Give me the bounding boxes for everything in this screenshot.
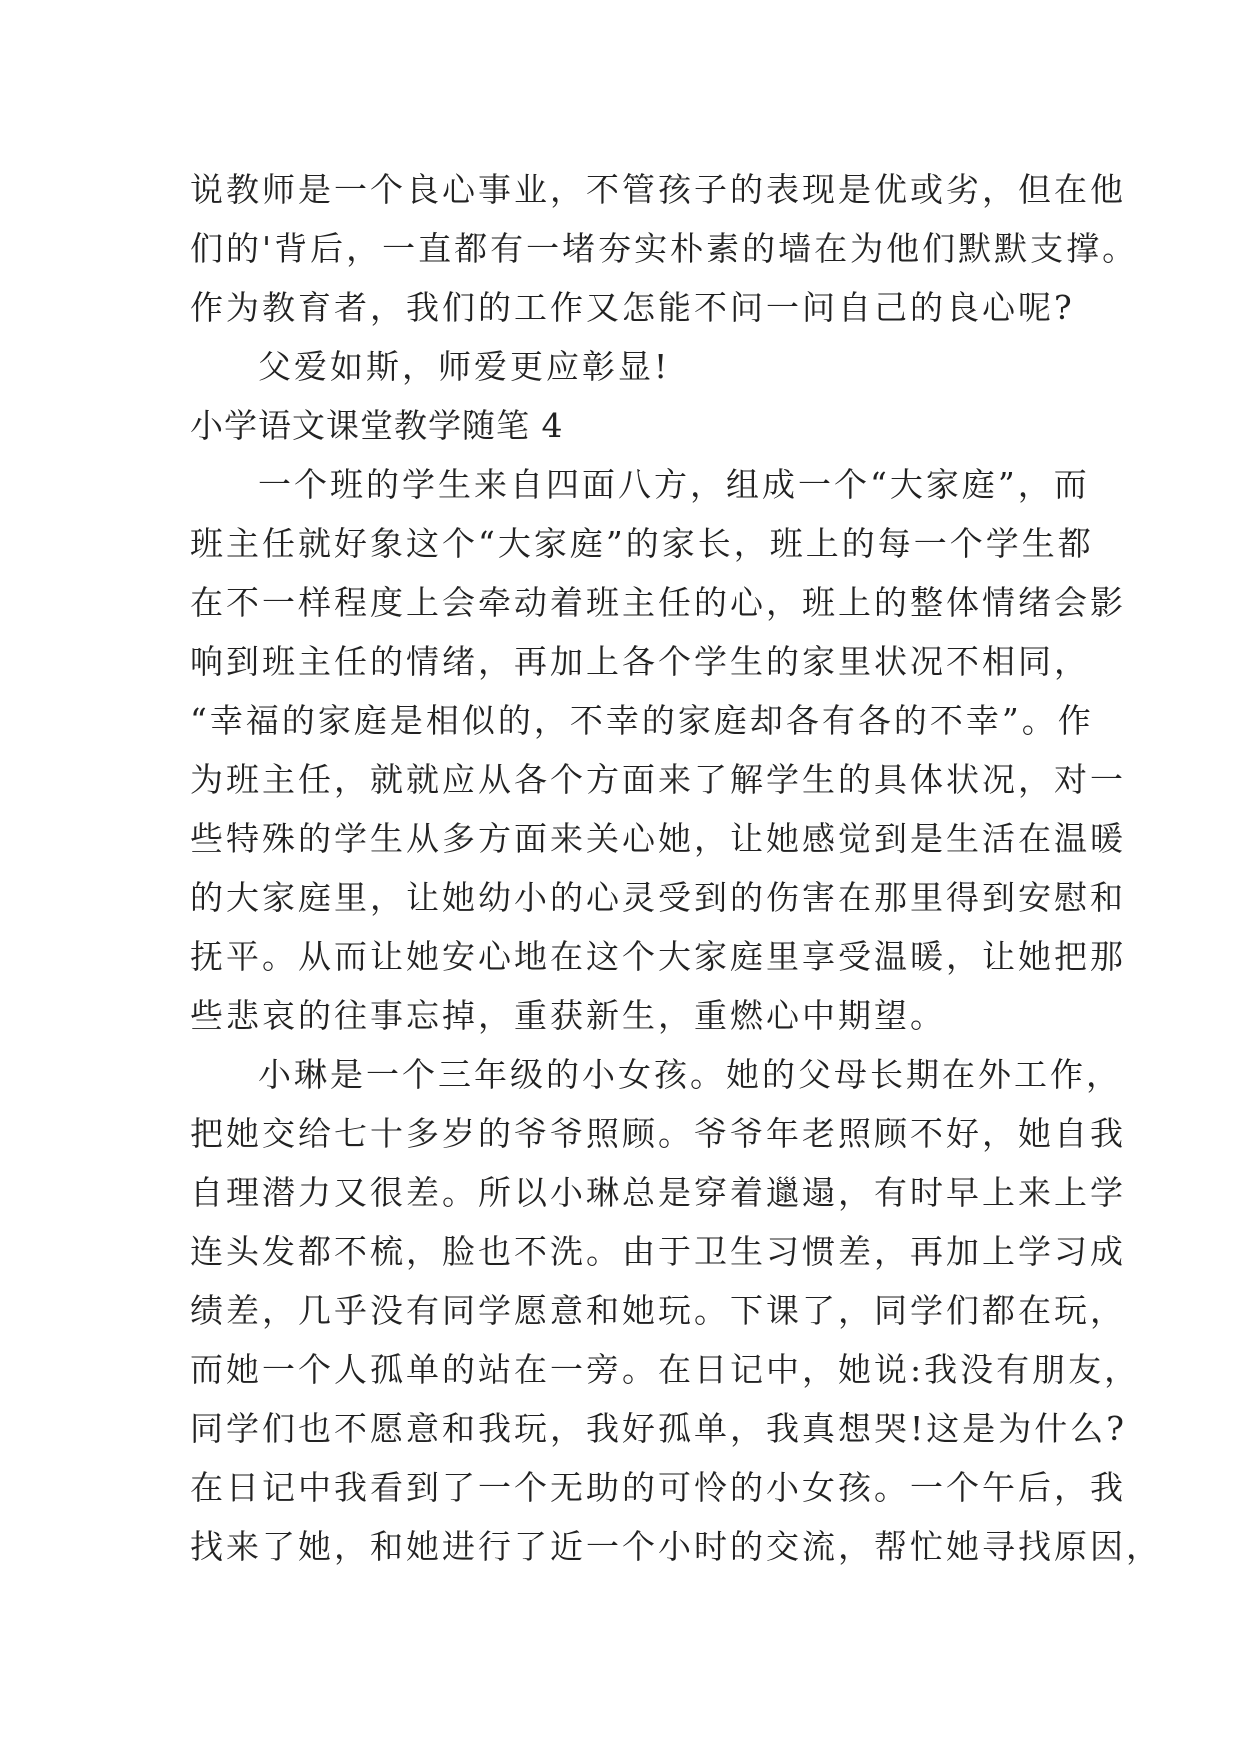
text-line: 些悲哀的往事忘掉，重获新生，重燃心中期望。 bbox=[190, 996, 946, 1035]
section-heading: 小学语文课堂教学随笔 4 bbox=[190, 406, 564, 445]
text-line: 作为教育者，我们的工作又怎能不问一问自己的良心呢? bbox=[190, 288, 1075, 327]
text-line: 在日记中我看到了一个无助的可怜的小女孩。一个午后，我 bbox=[190, 1468, 1126, 1507]
text-line: 把她交给七十多岁的爷爷照顾。爷爷年老照顾不好，她自我 bbox=[190, 1114, 1126, 1153]
paragraph-start-line: 小琳是一个三年级的小女孩。她的父母长期在外工作， bbox=[258, 1055, 1122, 1094]
text-line: 些特殊的学生从多方面来关心她，让她感觉到是生活在温暖 bbox=[190, 819, 1126, 858]
text-line: 同学们也不愿意和我玩，我好孤单，我真想哭!这是为什么? bbox=[190, 1409, 1127, 1448]
text-line: 为班主任，就就应从各个方面来了解学生的具体状况，对一 bbox=[190, 760, 1126, 799]
text-line: “幸福的家庭是相似的，不幸的家庭却各有各的不幸”。作 bbox=[190, 701, 1094, 740]
text-line: 的大家庭里，让她幼小的心灵受到的伤害在那里得到安慰和 bbox=[190, 878, 1126, 917]
text-line: 连头发都不梳，脸也不洗。由于卫生习惯差，再加上学习成 bbox=[190, 1232, 1126, 1271]
text-line: 绩差，几乎没有同学愿意和她玩。下课了，同学们都在玩， bbox=[190, 1291, 1126, 1330]
text-line: 班主任就好象这个“大家庭”的家长，班上的每一个学生都 bbox=[190, 524, 1094, 563]
text-line: 自理潜力又很差。所以小琳总是穿着邋遢，有时早上来上学 bbox=[190, 1173, 1126, 1212]
document-body bbox=[190, 160, 1162, 1576]
text-line: 在不一样程度上会牵动着班主任的心，班上的整体情绪会影 bbox=[190, 583, 1126, 622]
text-line: 而她一个人孤单的站在一旁。在日记中，她说:我没有朋友， bbox=[190, 1350, 1141, 1389]
text-line: 说教师是一个良心事业，不管孩子的表现是优或劣，但在他 bbox=[190, 170, 1126, 209]
text-line: 响到班主任的情绪，再加上各个学生的家里状况不相同， bbox=[190, 642, 1090, 681]
text-line: 们的'背后，一直都有一堵夯实朴素的墙在为他们默默支撑。 bbox=[190, 229, 1139, 268]
text-line: 抚平。从而让她安心地在这个大家庭里享受温暖，让她把那 bbox=[190, 937, 1126, 976]
text-line: 找来了她，和她进行了近一个小时的交流，帮忙她寻找原因， bbox=[190, 1527, 1162, 1566]
paragraph-start-line: 一个班的学生来自四面八方，组成一个“大家庭”，而 bbox=[258, 465, 1090, 504]
paragraph-start-line: 父爱如斯，师爱更应彰显! bbox=[258, 347, 671, 386]
